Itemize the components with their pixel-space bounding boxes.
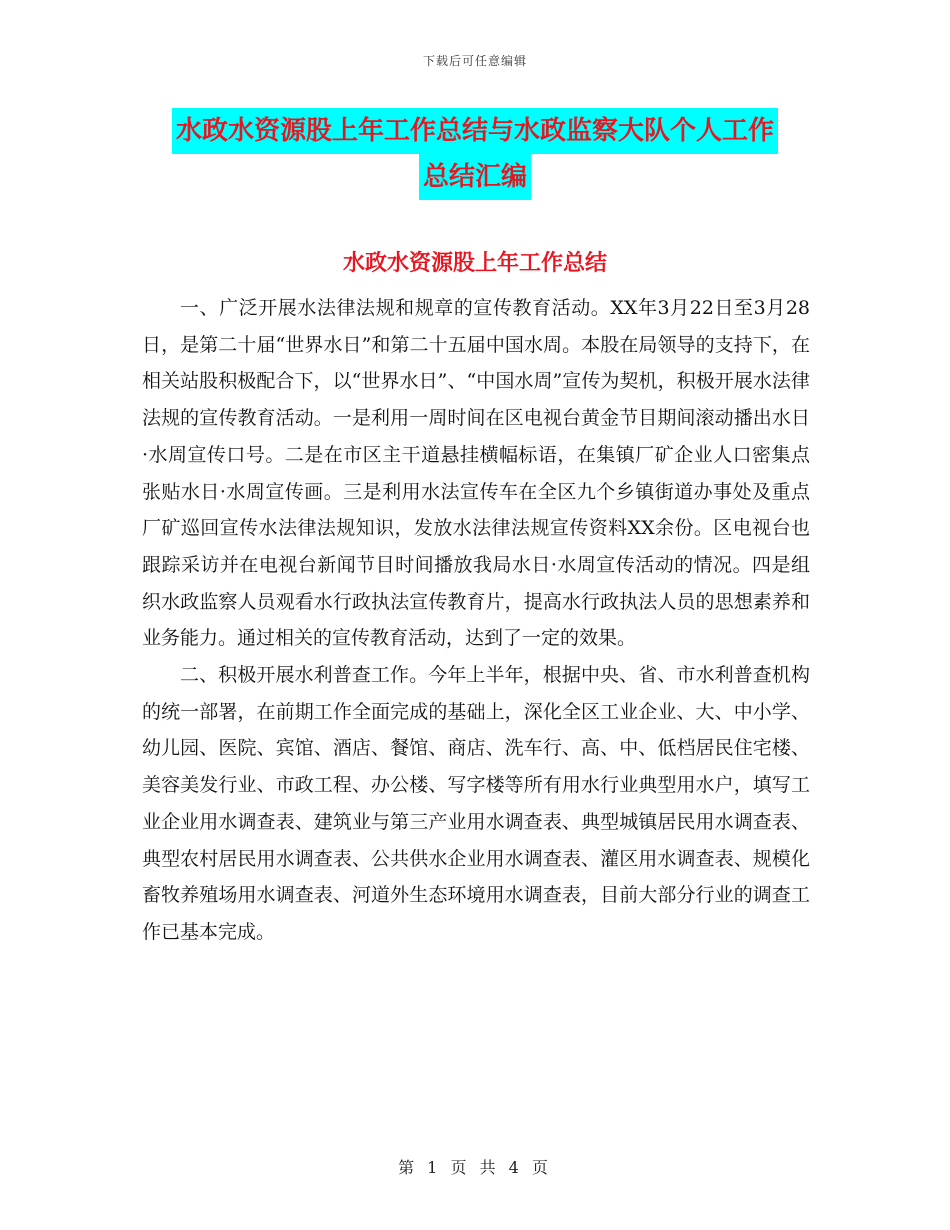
paragraph-1: 一、广泛开展水法律法规和规章的宣传教育活动。XX年3月22日至3月28日，是第二十届“世界水日”和第二十五届中国水周。本股在局领导的支持下，在相关站股积极配合下，以“世界水日”、“中国水周”宣传为契机，积极开展水法律法规的宣传教育活动。一是利用一周时间在区电视台黄金节目期间滚动播出水日·水周宣传口号。二是在市区主干道悬挂横幅标语，在集镇厂矿企业人口密集点张贴水日·水周宣传画。三是利用水法宣传车在全区九个乡镇街道办事处及重点厂矿巡回宣传水法律法规知识，发放水法律法规宣传资料XX余份。区电视台也跟踪采访并在电视台新闻节目时间播放我局水日·水周宣传活动的情况。四是组织水政监察人员观看水行政执法宣传教育片，提高水行政执法人员的思想素养和业务能力。通过相关的宣传教育活动，达到了一定的效果。 bbox=[142, 297, 810, 650]
document-title-line-2: 总结汇编 bbox=[419, 154, 531, 200]
document-title-line-1: 水政水资源股上年工作总结与水政监察大队个人工作 bbox=[172, 108, 778, 154]
page-footer: 第 1 页 共 4 页 bbox=[398, 1158, 552, 1177]
document-body bbox=[142, 290, 810, 951]
page-header: 下载后可任意编辑 bbox=[422, 54, 527, 68]
section-title: 水政水资源股上年工作总结 bbox=[342, 251, 607, 276]
paragraph-2: 二、积极开展水利普查工作。今年上半年，根据中央、省、市水利普查机构的统一部署，在前期工作全面完成的基础上，深化全区工业企业、大、中小学、幼儿园、医院、宾馆、酒店、餐馆、商店、洗车行、高、中、低档居民住宅楼、美容美发行业、市政工程、办公楼、写字楼等所有用水行业典型用水户，填写工业企业用水调查表、建筑业与第三产业用水调查表、典型城镇居民用水调查表、典型农村居民用水调查表、公共供水企业用水调查表、灌区用水调查表、规模化畜牧养殖场用水调查表、河道外生态环境用水调查表，目前大部分行业的调查工作已基本完成。 bbox=[142, 664, 810, 943]
document-title bbox=[0, 108, 950, 200]
